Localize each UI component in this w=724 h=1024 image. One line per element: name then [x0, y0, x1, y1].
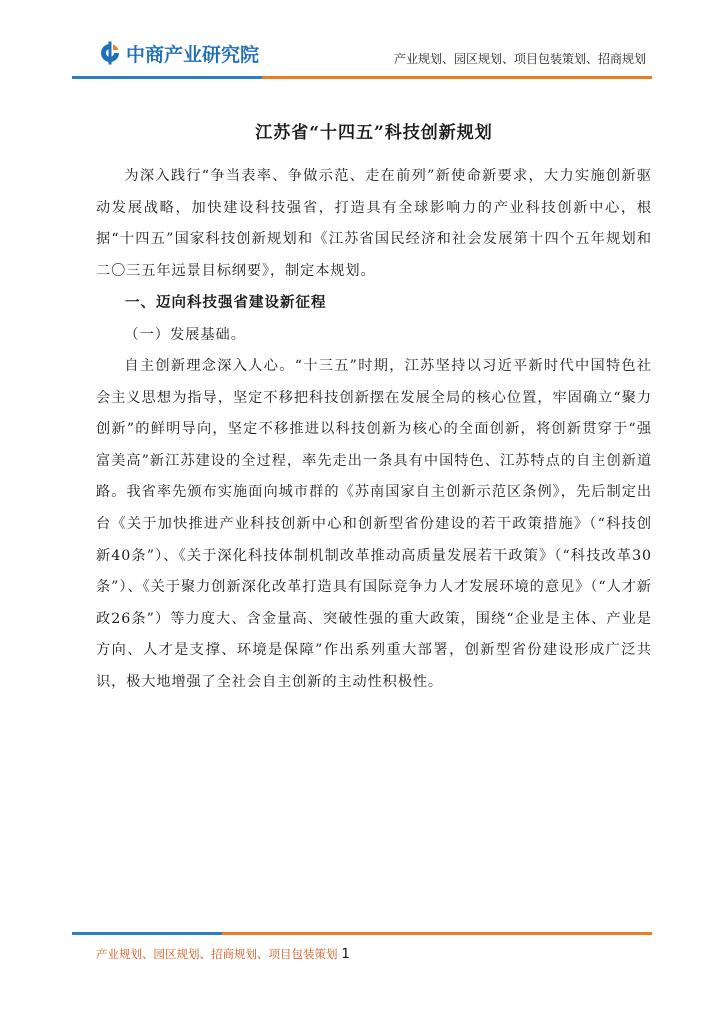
footer-tagline: 产业规划、园区规划、招商规划、项目包装策划 [96, 947, 338, 961]
footer-divider-blue [72, 932, 222, 935]
intro-paragraph: 为深入践行“争当表率、争做示范、走在前列”新使命新要求，大力实施创新驱动发展战略，加快建设科技强省，打造具有全球影响力的产业科技创新中心，根据“十四五”国家科技创新规划和《江苏省国民经济和社会发展第十四个五年规划和二〇三五年远景目标纲要》，制定本规划。 [96, 168, 652, 279]
document-title: 江苏省“十四五”科技创新规划 [255, 123, 493, 143]
company-logo [98, 40, 259, 66]
page-header [0, 0, 724, 80]
company-logo-icon [98, 41, 122, 65]
header-tagline: 产业规划、园区规划、项目包装策划、招商规划 [393, 52, 646, 66]
page-number: 1 [341, 947, 350, 962]
header-divider-blue [72, 76, 262, 79]
section-heading: 一、迈向科技强省建设新征程 [125, 294, 327, 312]
page-footer [96, 946, 350, 962]
header-divider-orange [262, 76, 652, 79]
document-body [96, 118, 652, 699]
subsection-heading: （一）发展基础。 [124, 326, 246, 343]
footer-divider-orange [222, 932, 652, 935]
body-paragraph: 自主创新理念深入人心。“十三五”时期，江苏坚持以习近平新时代中国特色社会主义思想为指导，坚定不移把科技创新摆在发展全局的核心位置，牢固确立“聚力创新”的鲜明导向，坚定不移推进以科技创新为核心的全面创新，将创新贯穿于“强富美高”新江苏建设的全过程，率先走出一条具有中国特色、江苏特点的自主创新道路。我省率先颁布实施面向城市群的《苏南国家自主创新示范区条例》，先后制定出台《关于加快推进产业科技创新中心和创新型省份建设的若干政策措施》（“科技创新40条”）、《关于深化科技体制机制改革推动高质量发展若干政策》（“科技改革30条”）、《关于聚力创新深化改革打造具有国际竞争力人才发展环境的意见》（“人才新政26条”）等力度大、含金量高、突破性强的重大政策，围绕“企业是主体、产业是方向、人才是支撑、环境是保障”作出系列重大部署，创新型省份建设形成广泛共识，极大地增强了全社会自主创新的主动性积极性。 [96, 357, 652, 690]
logo-text: 中商产业研究院 [126, 43, 260, 66]
